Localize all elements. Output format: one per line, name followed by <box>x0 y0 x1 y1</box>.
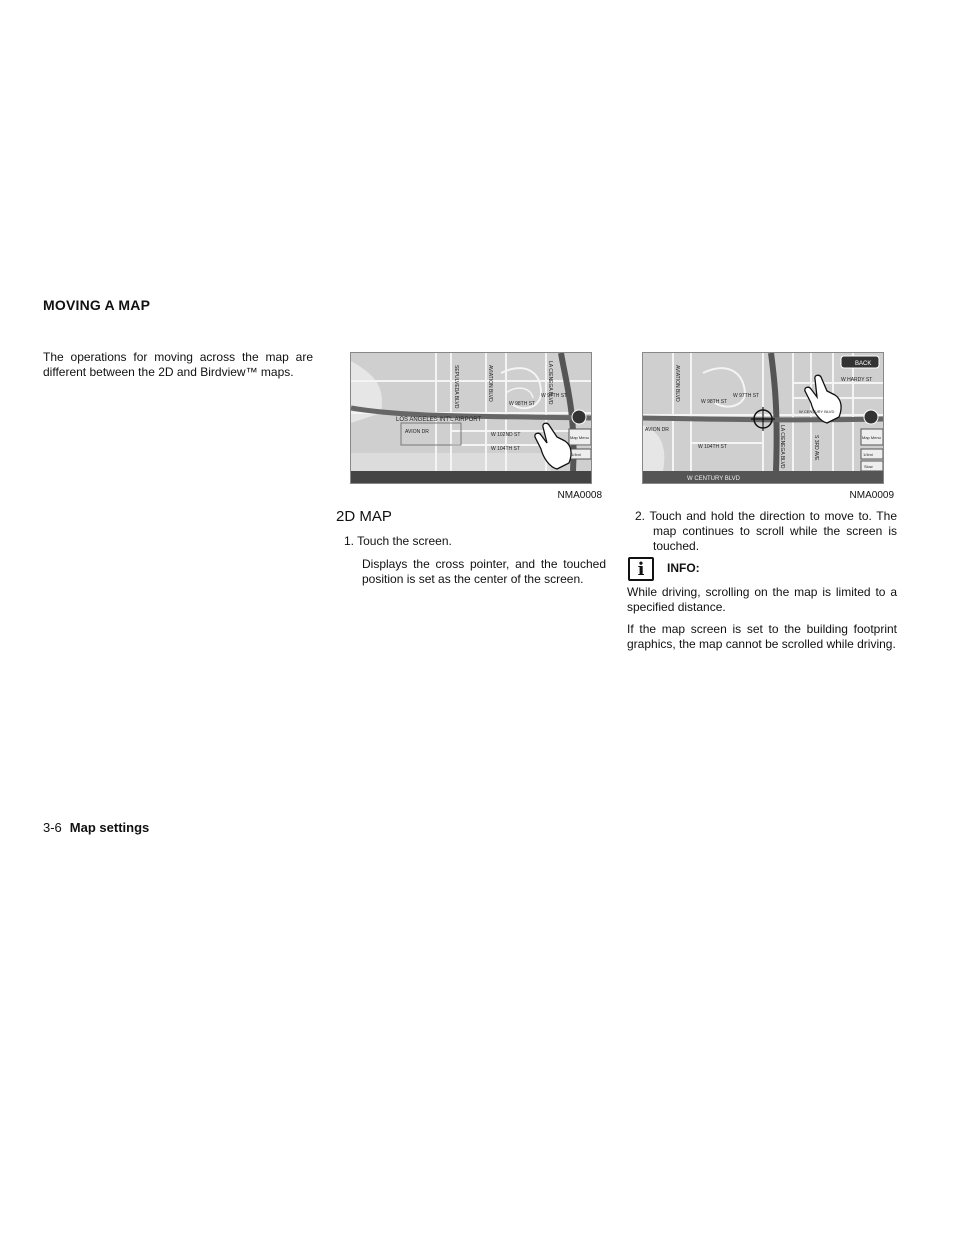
label-la-cienega: LA CIENEGA BLVD <box>779 425 785 469</box>
label-aviation: AVIATION BLVD <box>674 365 680 402</box>
info-label: INFO: <box>667 561 700 575</box>
label-century-bottom: W CENTURY BLVD <box>687 476 741 482</box>
label-ave: S 3RD AVE <box>813 435 819 461</box>
chapter-title: Map settings <box>69 820 150 835</box>
info-paragraph-1: While driving, scrolling on the map is limited to a specified distance. <box>627 585 897 614</box>
intro-paragraph: The operations for moving across the map are different between the 2D and Birdview™ maps. <box>43 350 313 379</box>
label-map-menu: Map Menu <box>862 435 881 440</box>
section-title: MOVING A MAP <box>43 297 151 313</box>
step-1: 1. Touch the screen. <box>344 534 452 548</box>
label-avion: AVION DR <box>645 427 669 433</box>
label-back: BACK <box>855 361 872 367</box>
map-image-2d <box>351 353 591 483</box>
label-avion: AVION DR <box>405 429 429 435</box>
label-airport: LOS ANGELES INT'L AIRPORT <box>396 417 482 423</box>
figure-id-2: NMA0009 <box>849 490 894 501</box>
label-97th: W 97TH ST <box>541 393 568 399</box>
sub-heading-2d-map: 2D MAP <box>336 508 392 525</box>
label-sepulveda: SEPULVEDA BLVD <box>453 365 459 409</box>
label-98th: W 98TH ST <box>509 401 536 407</box>
page-footer <box>43 820 149 835</box>
label-104th: W 104TH ST <box>698 444 727 450</box>
label-aviation: AVIATION BLVD <box>487 365 493 402</box>
label-hardy: W HARDY ST <box>841 377 873 383</box>
step-2: 2. Touch and hold the direction to move to. The map continues to scroll while the screen is touched. <box>635 509 897 553</box>
label-scale: 1/4mi <box>571 452 581 457</box>
label-map-menu: Map Menu <box>570 435 589 440</box>
label-97th: W 97TH ST <box>733 393 760 399</box>
figure-2d-map <box>350 352 592 484</box>
label-la-cienega: LA CIENEGA BLVD <box>547 361 553 405</box>
label-104th: W 104TH ST <box>491 446 520 452</box>
page-number: 3-6 <box>43 820 62 835</box>
label-century-w: W CENTURY BLVD <box>799 409 835 414</box>
info-paragraph-2: If the map screen is set to the building footprint graphics, the map cannot be scrolled while driving. <box>627 622 897 651</box>
figure-id-1: NMA0008 <box>557 490 602 501</box>
map-image-scroll <box>643 353 883 483</box>
step-1-detail: Displays the cross pointer, and the touched position is set as the center of the screen. <box>362 557 606 586</box>
label-102nd: W 102ND ST <box>491 432 521 438</box>
label-scale: 1/4mi <box>863 452 873 457</box>
info-icon: i <box>628 557 654 581</box>
figure-scroll-map <box>642 352 884 484</box>
label-98th: W 98TH ST <box>701 399 728 405</box>
label-slow: Slow <box>864 464 873 469</box>
